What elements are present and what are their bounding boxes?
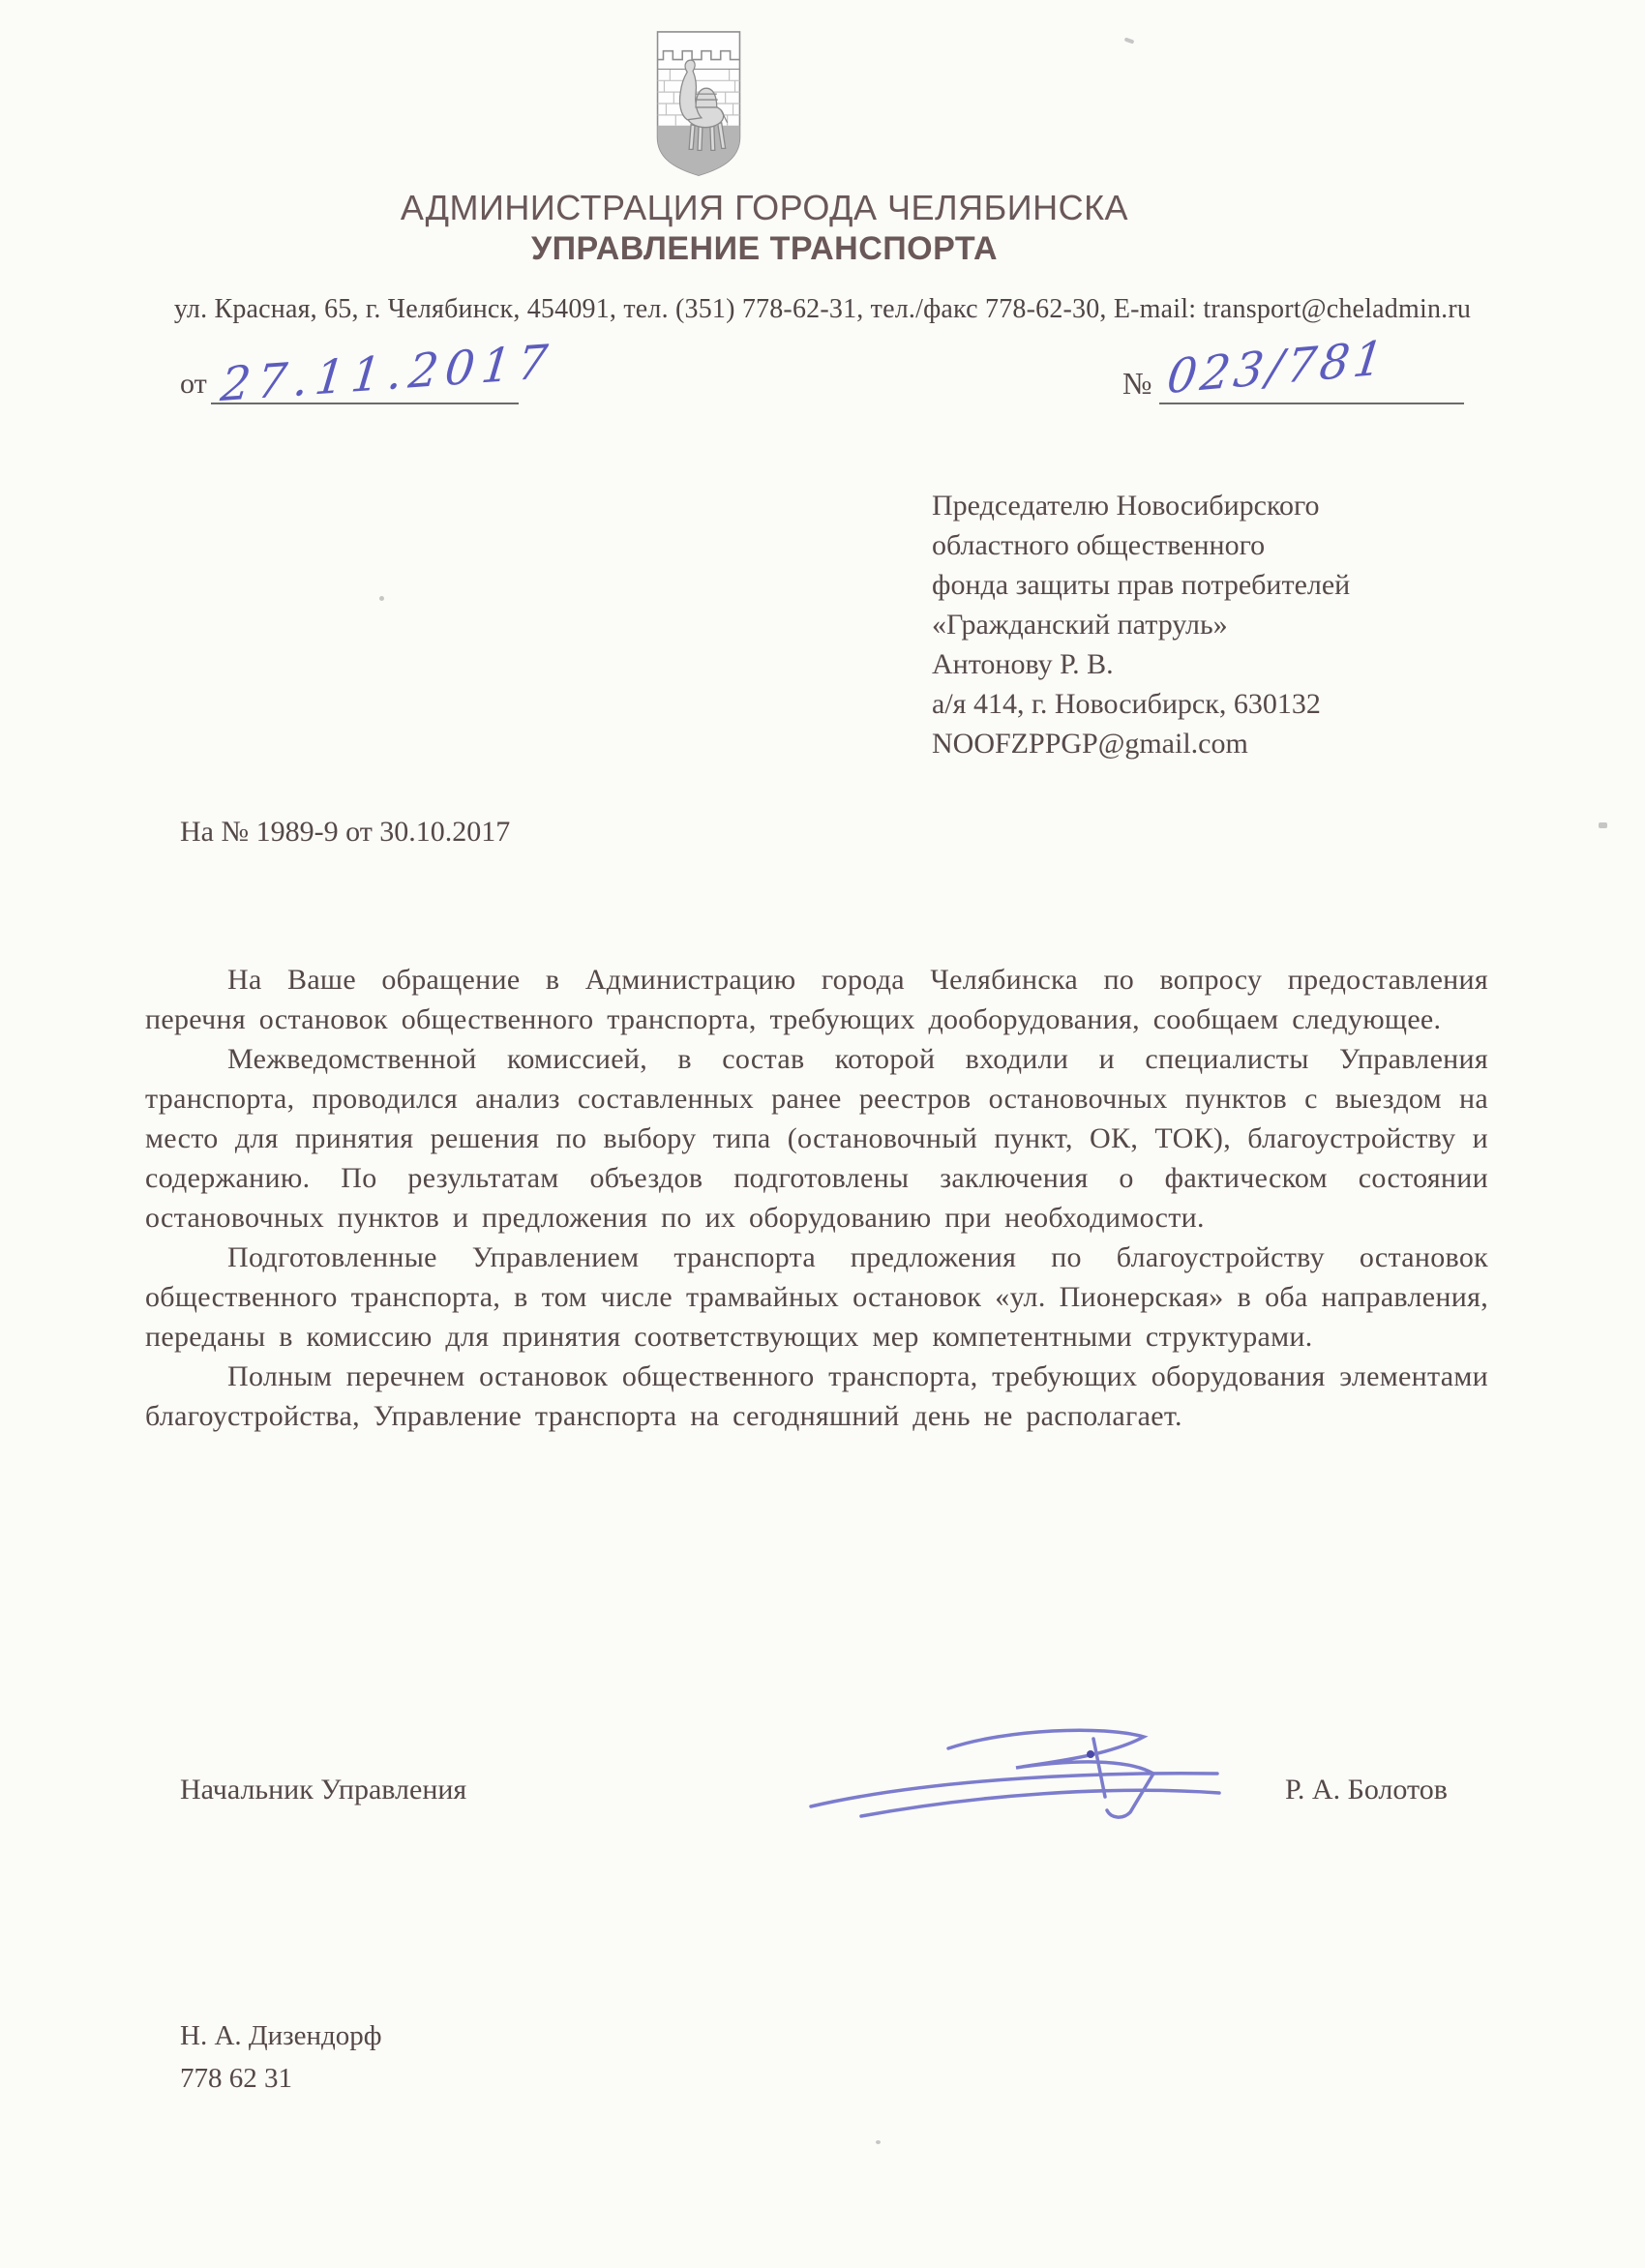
scan-artifact [876,2140,881,2144]
signature-ink [803,1717,1229,1829]
recipient-line: Председателю Новосибирского [932,490,1320,522]
body-paragraph: Полным перечнем остановок общественного транспорта, требующих оборудования элементами благоустройства, Управление транспорта на сегодняшний день не располагает. [145,1360,1488,1432]
chelyabinsk-emblem-icon [650,27,747,180]
body-paragraph: На Ваше обращение в Администрацию города Челябинска по вопросу предоставления перечня остановок общественного транспорта, требующих дооборудования, сообщаем следующее. [145,964,1488,1035]
signer-name: Р. А. Болотов [1285,1774,1448,1805]
letter-body [145,960,1488,1436]
handwritten-date: 27.11.2017 [218,334,557,413]
executor-phone: 778 62 31 [180,2063,292,2094]
scan-artifact [1599,822,1607,828]
recipient-email: NOOFZPPGP@gmail.com [932,728,1248,760]
executor-block [180,2014,382,2100]
date-prefix-label: от [180,368,207,400]
coat-of-arms [650,27,747,180]
executor-name: Н. А. Дизендорф [180,2020,382,2051]
number-underline [1159,403,1464,404]
recipient-line: фонда защиты прав потребителей [932,569,1351,601]
body-paragraph: Межведомственной комиссией, в состав которой входили и специалисты Управления транспорта, проводился анализ составленных ранее реестров остановочных пунктов с выездом на место для принятия решения по выбору типа (остановочный пункт, ОК, ТОК), благоустройству и содержанию. По результатам объездов подготовлены заключения о фактическом состоянии остановочных пунктов и предложения по их оборудованию при необходимости. [145,1043,1488,1234]
org-name-department: УПРАВЛЕНИЕ ТРАНСПОРТА [530,230,999,267]
org-contact-line: ул. Красная, 65, г. Челябинск, 454091, тел. (351) 778-62-31, тел./факс 778-62-30, E-mail: transport@cheladmin.ru [173,294,1472,324]
signer-position: Начальник Управления [180,1774,467,1805]
scan-artifact [1124,37,1135,44]
recipient-line: Антонову Р. В. [932,648,1114,680]
recipient-line: «Гражданский патруль» [932,609,1228,641]
letterhead [0,188,1529,269]
number-prefix-label: № [1122,366,1152,401]
reply-reference: На № 1989-9 от 30.10.2017 [180,816,511,848]
org-name-administration: АДМИНИСТРАЦИЯ ГОРОДА ЧЕЛЯБИНСКА [400,188,1129,227]
scan-artifact [379,596,384,601]
body-paragraph: Подготовленные Управлением транспорта предложения по благоустройству остановок общественного транспорта, в том числе трамвайных остановок «ул. Пионерская» в оба направления, переданы в комиссию для принятия соответствующих мер компетентными структурами. [145,1241,1488,1353]
recipient-line: областного общественного [932,529,1266,561]
recipient-block [932,486,1350,763]
recipient-line: а/я 414, г. Новосибирск, 630132 [932,688,1321,720]
handwritten-number: 023/781 [1163,330,1391,405]
